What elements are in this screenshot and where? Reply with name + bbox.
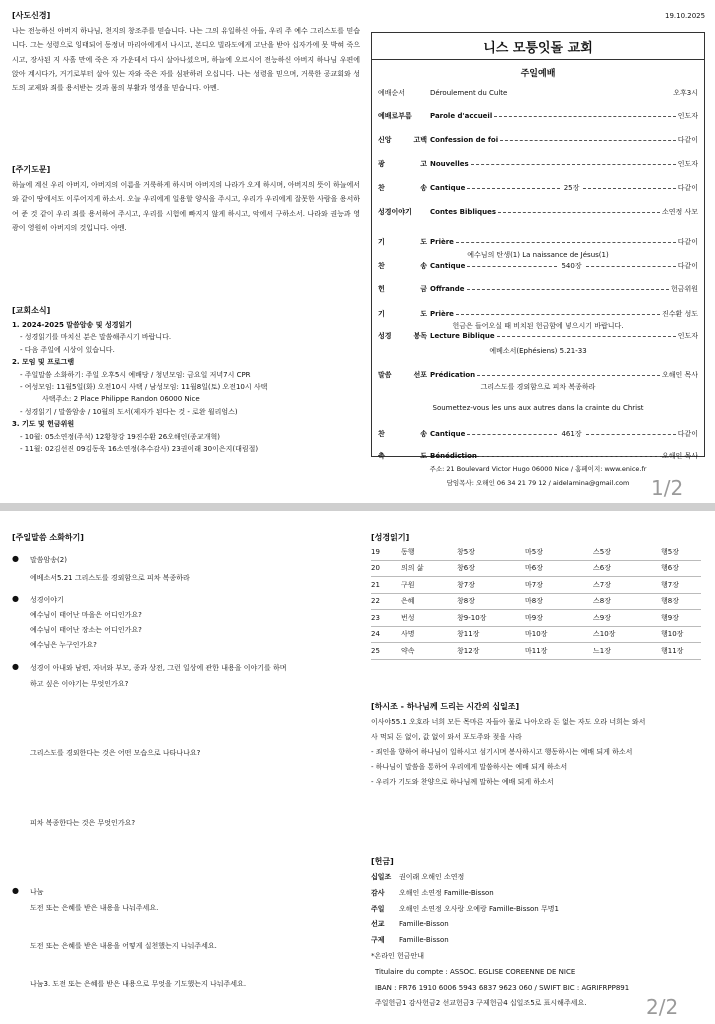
table-cell: 22 [371,597,380,606]
leader-dots [467,266,557,267]
section-title: [교회소식] [12,306,51,315]
bullet-icon: ● [12,662,19,671]
order-item-person: 오해인 목사 [661,452,698,460]
bullet-icon: ● [12,886,19,895]
hymn-number: 25장 [563,184,580,192]
table-cell: 행7장 [661,580,679,589]
table-cell: 느1장 [593,646,611,655]
table-cell: 창7장 [457,580,475,589]
table-cell: 창6장 [457,564,475,573]
bullet-icon: ● [12,554,19,563]
discussion-question: 피차 복종한다는 것은 무엇인가요? [30,819,136,827]
table-cell: 마8장 [525,597,543,606]
service-title: 주일예배 [520,69,556,79]
table-row [371,593,701,610]
table-cell: 행6장 [661,564,679,573]
table-cell: 마9장 [525,613,543,622]
offering-names: 권이래 오해인 소연정 [399,873,465,881]
order-item-fr: Contes Bibliques [430,208,497,216]
page-separator [0,503,715,511]
section-title: [사도신경] [12,11,51,20]
order-item-ko: 성경이야기 [378,208,412,216]
table-cell: 21 [371,580,380,589]
table-cell: 번성 [401,613,415,622]
offering-note: 헌금은 들어오실 때 비치된 헌금함에 넣으시기 바랍니다. [452,322,624,330]
worship-order-row [378,134,698,146]
order-item-ko: 헌 금 [378,285,427,293]
iban: IBAN : FR76 1910 6006 5943 6837 9623 060 / SWIFT BIC : AGRIFRPP891 [375,983,630,992]
order-item-fr: Prière [430,310,454,318]
bullet-icon: ● [12,594,19,603]
order-item-ko: 찬 송 [378,430,427,438]
apostles-creed-section [12,10,360,95]
sharing-item: 도전 또는 은혜를 받은 내용을 어떻게 실천했는지 나눠주세요. [30,942,217,950]
order-item-person: 인도자 [677,332,698,340]
table-cell: 스7장 [593,580,611,589]
sharing-item: 도전 또는 은혜를 받은 내용을 나눠주세요. [30,904,159,912]
news-item: - 주일말씀 소화하기: 주일 오후5시 예배당 / 청년모임: 금요일 저녁7시 CPR [20,370,251,379]
sermon-title-ko: 그리스도를 경외함으로 피차 복종하라 [480,383,596,391]
church-news-section [12,305,362,455]
order-item-person: 인도자 [677,160,698,168]
table-cell: 사명 [401,630,415,639]
offering-names: Famille-Bisson [399,936,449,945]
offering-type: 구제 [371,936,385,945]
prayer-item: - 우리가 기도와 찬양으로 하나님께 말하는 예배 되게 하소서 [371,778,554,786]
order-item-person: 진수환 성도 [661,310,698,318]
table-cell: 마5장 [525,547,543,556]
offering-row [371,886,707,902]
memory-verse-text: 에베소서5.21 그리스도를 경외함으로 피차 복종하라 [30,574,190,582]
news-item: 사택주소: 2 Place Philippe Randon 06000 Nice [42,395,200,404]
table-row [371,610,701,627]
worship-order-row [378,428,698,440]
table-cell: 20 [371,564,380,573]
order-item-fr: Cantique [430,262,466,270]
offering-type: 주일 [371,904,385,913]
table-cell: 마10장 [525,630,548,639]
worship-order-row [378,369,698,381]
news-item: - 성경읽기 / 말씀암송 / 10월의 도서(제자가 된다는 것 - 로완 윌리엄스) [20,407,238,416]
order-item-ko: 말씀 선포 [378,371,427,379]
news-item: - 11월: 02김선진 09김동욱 16소연정(추수감사) 23권이래 30이은지(대림절) [20,445,259,454]
leader-dots [500,140,676,141]
order-item-ko: 축 도 [378,452,427,460]
table-cell: 구원 [401,580,415,589]
table-cell: 창9-10장 [457,613,487,622]
order-item-ko: 기 도 [378,310,427,318]
table-row [371,544,701,560]
section-text: 나는 전능하신 아버지 하나님, 천지의 창조주를 믿습니다. 나는 그의 유일하신 아들, 우리 주 예수 그리스도를 믿습니다. 그는 성령으로 잉태되어 동정녀 마리아에게서 나시고, 본디오 빌라도에게 고난을 받아 십자가에 못 박혀 죽으시고, 장사된 지 사흘 만에 죽은 자 가운데서 다시 살아나셨으며, 하늘에 오르시어 전능하신 아버지 하나님 우편에 앉아 계시다가, 거기로부터 살아 있는 자와 죽은 자를 심판하러 오십니다. 나는 성령을 믿으며, 거룩한 공교회와 성도의 교제와 죄를 용서받는 것과 몸의 부활과 영생을 믿습니다. 아멘. [12,27,360,93]
bible-story-question: 예수님이 태어난 장소는 어디인가요? [30,626,142,634]
section-title: [주기도문] [12,165,51,174]
table-cell: 23 [371,613,380,622]
section-title: [성경읽기] [371,533,410,542]
order-item-ko: 성경 봉독 [378,332,427,340]
order-item-ko: 신앙 고백 [378,136,427,144]
table-cell: 행11장 [661,646,684,655]
leader-dots [586,434,676,435]
order-item-fr: Offrande [430,285,465,293]
table-cell: 창11장 [457,630,480,639]
order-item-person: 다같이 [677,430,699,438]
leader-dots [477,375,660,376]
news-item: - 여성모임: 11월5일(화) 오전10시 사택 / 남성모임: 11월8일(토) 오전10시 사택 [20,383,268,392]
story-subtitle: 예수님의 탄생(1) La naissance de Jésus(1) [467,251,609,259]
section-text: 하늘에 계신 우리 아버지, 아버지의 이름을 거룩하게 하시며 아버지의 나라가 오게 하시며, 아버지의 뜻이 하늘에서와 같이 땅에서도 이루어지게 하소서. 오늘 우리에게 일용할 양식을 주시고, 우리가 우리에게 잘못한 사람을 용서하여 준 것 같이 우리 죄를 용서하여 주시고, 우리를 시험에 빠지지 않게 하시고, 악에서 구하소서. 나라와 권능과 영광이 영원히 아버지의 것입니다. 아멘. [12,181,360,232]
order-item-fr: Confession de foi [430,136,499,144]
discussion-question: 하고 싶은 이야기는 무엇인가요? [30,680,129,688]
verse-line: 이사야55.1 오호라 너희 모든 목마른 자들아 물로 나아오라 돈 없는 자도 오라 너희는 와서 [371,718,646,726]
offering-type: 선교 [371,920,385,929]
page-number: 2/2 [646,995,679,1019]
worship-order-row [378,236,698,248]
hymn-number: 461장 [561,430,582,438]
church-name: 니스 모퉁잇돌 교회 [483,41,593,56]
worship-order-row [378,158,698,170]
leader-dots [497,336,676,337]
offering-row [371,902,707,918]
news-heading: 2. 모임 및 프로그램 [12,358,75,367]
sermon-title-fr: Soumettez-vous les uns aux autres dans la crainte du Christ [432,404,644,412]
leader-dots [479,456,660,457]
table-cell: 마11장 [525,646,548,655]
bulletin-page-2 [0,511,715,1024]
order-item-person: 헌금위원 [670,285,698,293]
table-cell: 행5장 [661,547,679,556]
table-cell: 스6장 [593,564,611,573]
leader-dots [456,314,660,315]
discussion-question: 그리스도를 경외한다는 것은 어떤 모습으로 나타나나요? [30,749,201,757]
table-cell: 스5장 [593,547,611,556]
news-heading: 1. 2024-2025 말씀암송 및 성경읽기 [12,321,133,329]
church-address: 주소: 21 Boulevard Victor Hugo 06000 Nice / 홈페이지: www.enice.fr [429,465,647,473]
order-header-row [378,87,698,99]
worship-order-row [378,308,698,320]
table-row [371,577,701,594]
order-item-person: 인도자 [677,112,698,120]
prayer-item: - 죄인을 향하여 하나님이 일하시고 섬기시며 봉사하시고 행동하시는 예배 되게 하소서 [371,748,633,756]
offering-row [371,870,707,886]
order-item-person: 오해인 목사 [661,371,698,379]
discussion-question: 성경이 아내와 남편, 자녀와 부모, 종과 상전, 그런 일상에 관한 내용을 이야기를 하며 [30,664,287,672]
order-item-fr: Lecture Biblique [430,332,495,340]
reading-reference: 예베소서(Ephésiens) 5.21-33 [489,347,587,355]
order-item-fr: Prière [430,238,454,246]
table-cell: 약속 [401,646,415,655]
table-cell: 행8장 [661,597,679,606]
order-label: 예배순서 [378,89,406,97]
order-fr: Déroulement du Culte [430,89,508,97]
table-cell: 마7장 [525,580,543,589]
order-item-fr: Parole d'accueil [430,112,493,120]
table-cell: 창8장 [457,597,475,606]
order-item-fr: Cantique [430,430,466,438]
order-item-fr: Cantique [430,184,466,192]
offering-row [371,933,707,949]
worship-order-row [378,330,698,342]
table-cell: 마6장 [525,564,543,573]
news-item: - 성경읽기를 마치신 분은 말씀해주시기 바랍니다. [20,333,172,342]
leader-dots [467,289,669,290]
leader-dots [494,116,675,117]
table-cell: 행9장 [661,613,679,622]
offering-type: 십일조 [371,873,392,881]
table-cell: 창12장 [457,646,480,655]
order-item-fr: Bénédiction [430,452,477,460]
sharing-item: 나눔3. 도전 또는 은혜를 받은 내용으로 무엇을 기도했는지 나눠주세요. [30,980,247,988]
table-cell: 19 [371,547,380,556]
order-item-person: 다같이 [677,262,699,270]
order-item-person: 다같이 [677,136,698,144]
bible-story-question: 예수님은 누구인가요? [30,641,97,649]
order-item-fr: Prédication [430,371,476,379]
worship-order-row [378,450,698,462]
offering-names: 오해인 소연정 오사랑 오예랑 Famille-Bisson 무명1 [399,904,559,913]
date: 19.10.2025 [665,12,706,20]
offering-section [371,856,707,1012]
account-holder: Titulaire du compte : ASSOC. EGLISE COREENNE DE NICE [375,967,576,976]
table-cell: 스9장 [593,613,611,622]
leader-dots [498,212,660,213]
news-item: - 다음 주일에 시상이 있습니다. [20,345,115,354]
divider [372,59,704,60]
order-item-person: 다같이 [677,238,698,246]
leader-dots [467,188,559,189]
pastor-contact: 담임목사: 오해인 06 34 21 79 12 / aidelamina@gmail.com [446,479,630,487]
leader-dots [467,434,557,435]
news-item: - 10월: 05소연정(주석) 12황창강 19진수환 26오해인(종교개혁) [20,432,220,441]
leader-dots [583,188,675,189]
table-cell: 의의 삶 [401,564,424,573]
bible-story-title: 성경이야기 [30,596,64,604]
offering-note: 주일헌금1 감사헌금2 선교헌금3 구제헌금4 십일조5로 표시해주세요. [375,999,587,1008]
table-cell: 행10장 [661,630,684,639]
online-offering-title: *온라인 헌금안내 [371,951,425,960]
bible-story-question: 예수님이 태어난 마을은 어디인가요? [30,611,142,619]
section-title: [하시조 - 하나님께 드리는 시간의 십일조] [371,702,520,711]
table-cell: 25 [371,646,380,655]
table-row [371,643,701,660]
leader-dots [456,242,676,243]
order-item-ko: 광 고 [378,160,427,168]
table-cell: 동행 [401,547,415,556]
section-title: [주일말씀 소화하기] [12,533,84,542]
prayer-item: - 하나님이 말씀을 통하여 우리에게 말씀하시는 예배 되게 하소서 [371,763,568,771]
table-cell: 은혜 [401,597,415,606]
table-cell: 스8장 [593,597,611,606]
worship-order-box [371,32,705,460]
offering-row [371,917,707,933]
worship-order-row [378,260,698,272]
sermon-digest-title [12,532,84,546]
verse-line: 사 먹되 돈 없이, 값 없이 와서 포도주와 젖을 사라 [371,733,522,741]
order-item-ko: 예배로부름 [378,112,412,120]
table-row [371,626,701,643]
offering-names: 오해인 소연정 Famille-Bisson [399,888,494,897]
worship-order-row [378,110,698,122]
offering-names: Famille-Bisson [399,920,449,929]
table-cell: 24 [371,630,380,639]
bible-reading-table [371,544,701,660]
order-item-ko: 기 도 [378,238,427,246]
order-item-ko: 찬 송 [378,262,427,270]
bulletin-page-1 [0,0,715,503]
table-row [371,560,701,577]
order-item-ko: 찬 송 [378,184,427,192]
hymn-number: 540장 [561,262,582,270]
section-title: [헌금] [371,857,394,866]
memory-verse-title: 말씀암송(2) [30,556,67,564]
worship-order-row [378,206,698,218]
offering-type: 감사 [371,888,385,897]
page-number: 1/2 [651,476,684,500]
lords-prayer-section [12,164,360,235]
order-item-person: 다같이 [677,184,698,192]
worship-order-row [378,182,698,194]
sharing-title: 나눔 [30,888,44,896]
prayer-tithe-section [371,701,707,790]
leader-dots [471,164,676,165]
table-cell: 창5장 [457,547,475,556]
order-time: 오후3시 [673,89,698,97]
order-item-fr: Nouvelles [430,160,469,168]
news-heading: 3. 기도 및 헌금위원 [12,420,75,429]
worship-order-row [378,283,698,295]
table-cell: 스10장 [593,630,616,639]
leader-dots [586,266,676,267]
order-item-person: 소연정 사모 [661,208,698,216]
